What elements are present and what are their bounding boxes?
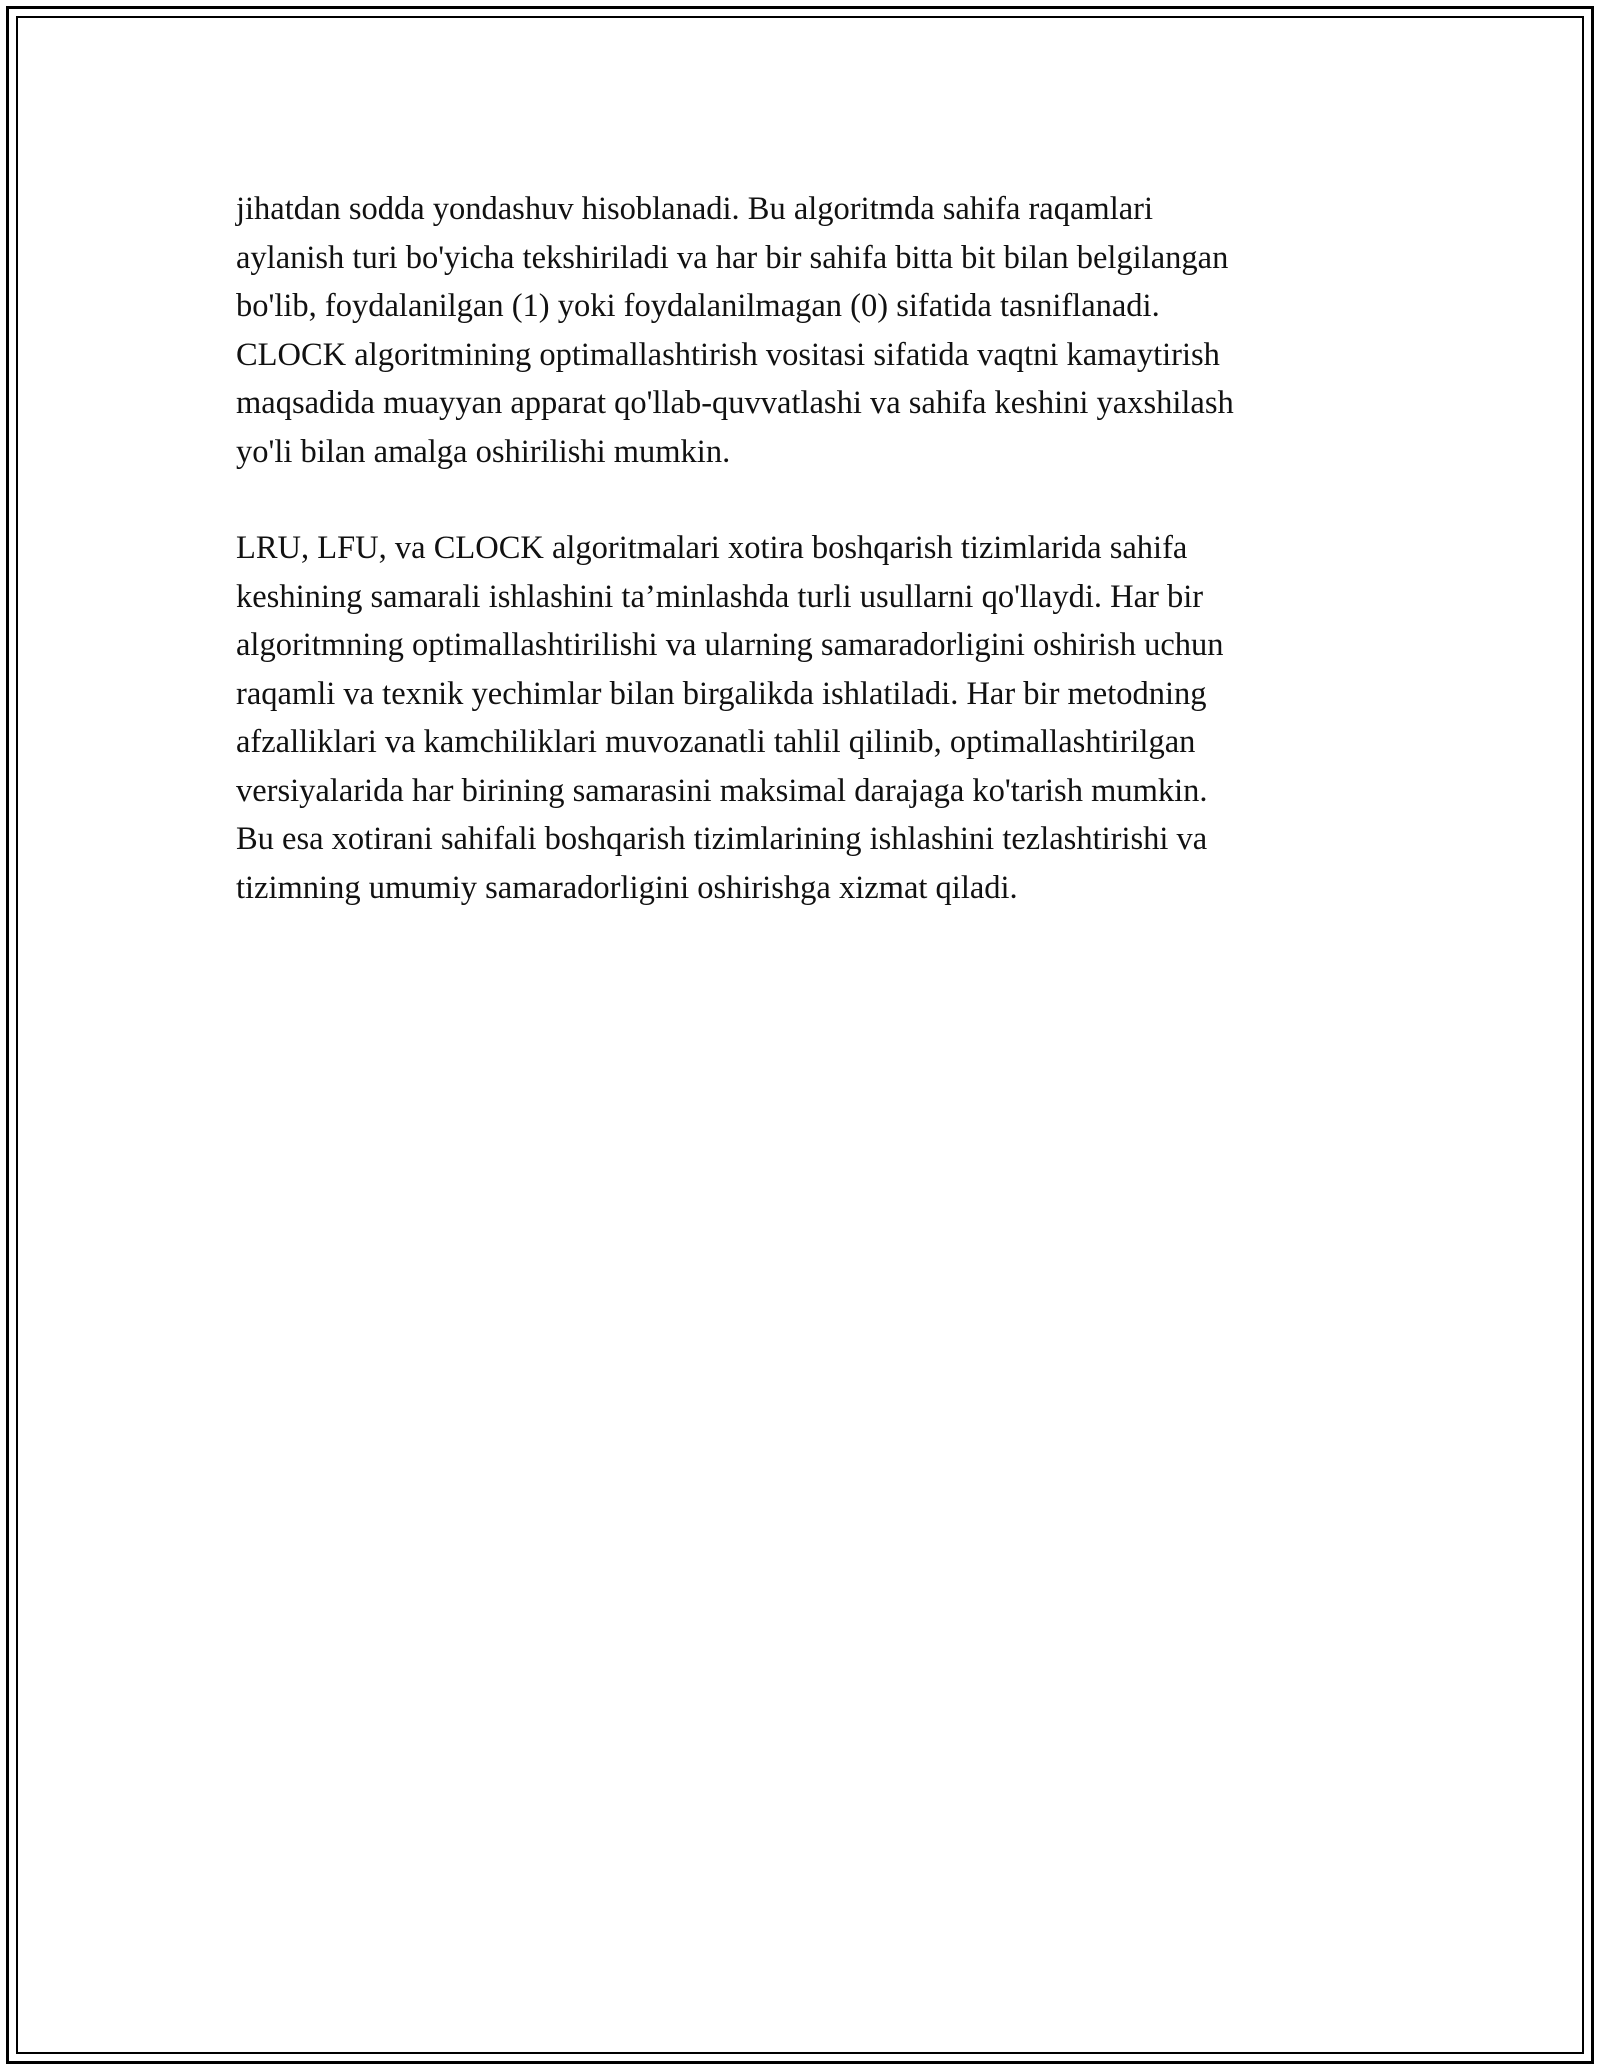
text-line: algoritmning optimallashtirilishi va ularning samaradorligini oshirish uchun (236, 627, 1224, 663)
paragraph-algorithms-summary (236, 524, 1376, 912)
text-line: tizimning umumiy samaradorligini oshirishga xizmat qiladi. (236, 869, 1018, 906)
text-line: maqsadida muayyan apparat qo'llab-quvvatlashi va sahifa keshini yaxshilash (236, 385, 1234, 421)
text-line: bo'lib, foydalanilgan (1) yoki foydalanilmagan (0) sifatida tasniflanadi. (236, 288, 1160, 324)
text-line: versiyalarida har birining samarasini maksimal darajaga ko'tarish mumkin. (236, 772, 1208, 809)
text-line: aylanish turi bo'yicha tekshiriladi va har bir sahifa bitta bit bilan belgilangan (236, 239, 1229, 276)
document-body (236, 185, 1376, 960)
text-line: yo'li bilan amalga oshirilishi mumkin. (236, 433, 731, 470)
text-line: Bu esa xotirani sahifali boshqarish tizimlarining ishlashini tezlashtirishi va (236, 821, 1208, 857)
text-line: raqamli va texnik yechimlar bilan birgalikda ishlatiladi. Har bir metodning (236, 675, 1207, 712)
text-line: keshining samarali ishlashini ta’minlashda turli usullarni qo'llaydi. Har bir (236, 578, 1204, 615)
text-line: CLOCK algoritmining optimallashtirish vositasi sifatida vaqtni kamaytirish (236, 336, 1220, 373)
text-line: jihatdan sodda yondashuv hisoblanadi. Bu algoritmda sahifa raqamlari (236, 191, 1153, 227)
text-line: LRU, LFU, va CLOCK algoritmalari xotira boshqarish tizimlarida sahifa (236, 530, 1188, 566)
text-line: afzalliklari va kamchiliklari muvozanatli tahlil qilinib, optimallashtirilgan (236, 724, 1196, 760)
paragraph-clock-description (236, 185, 1376, 476)
